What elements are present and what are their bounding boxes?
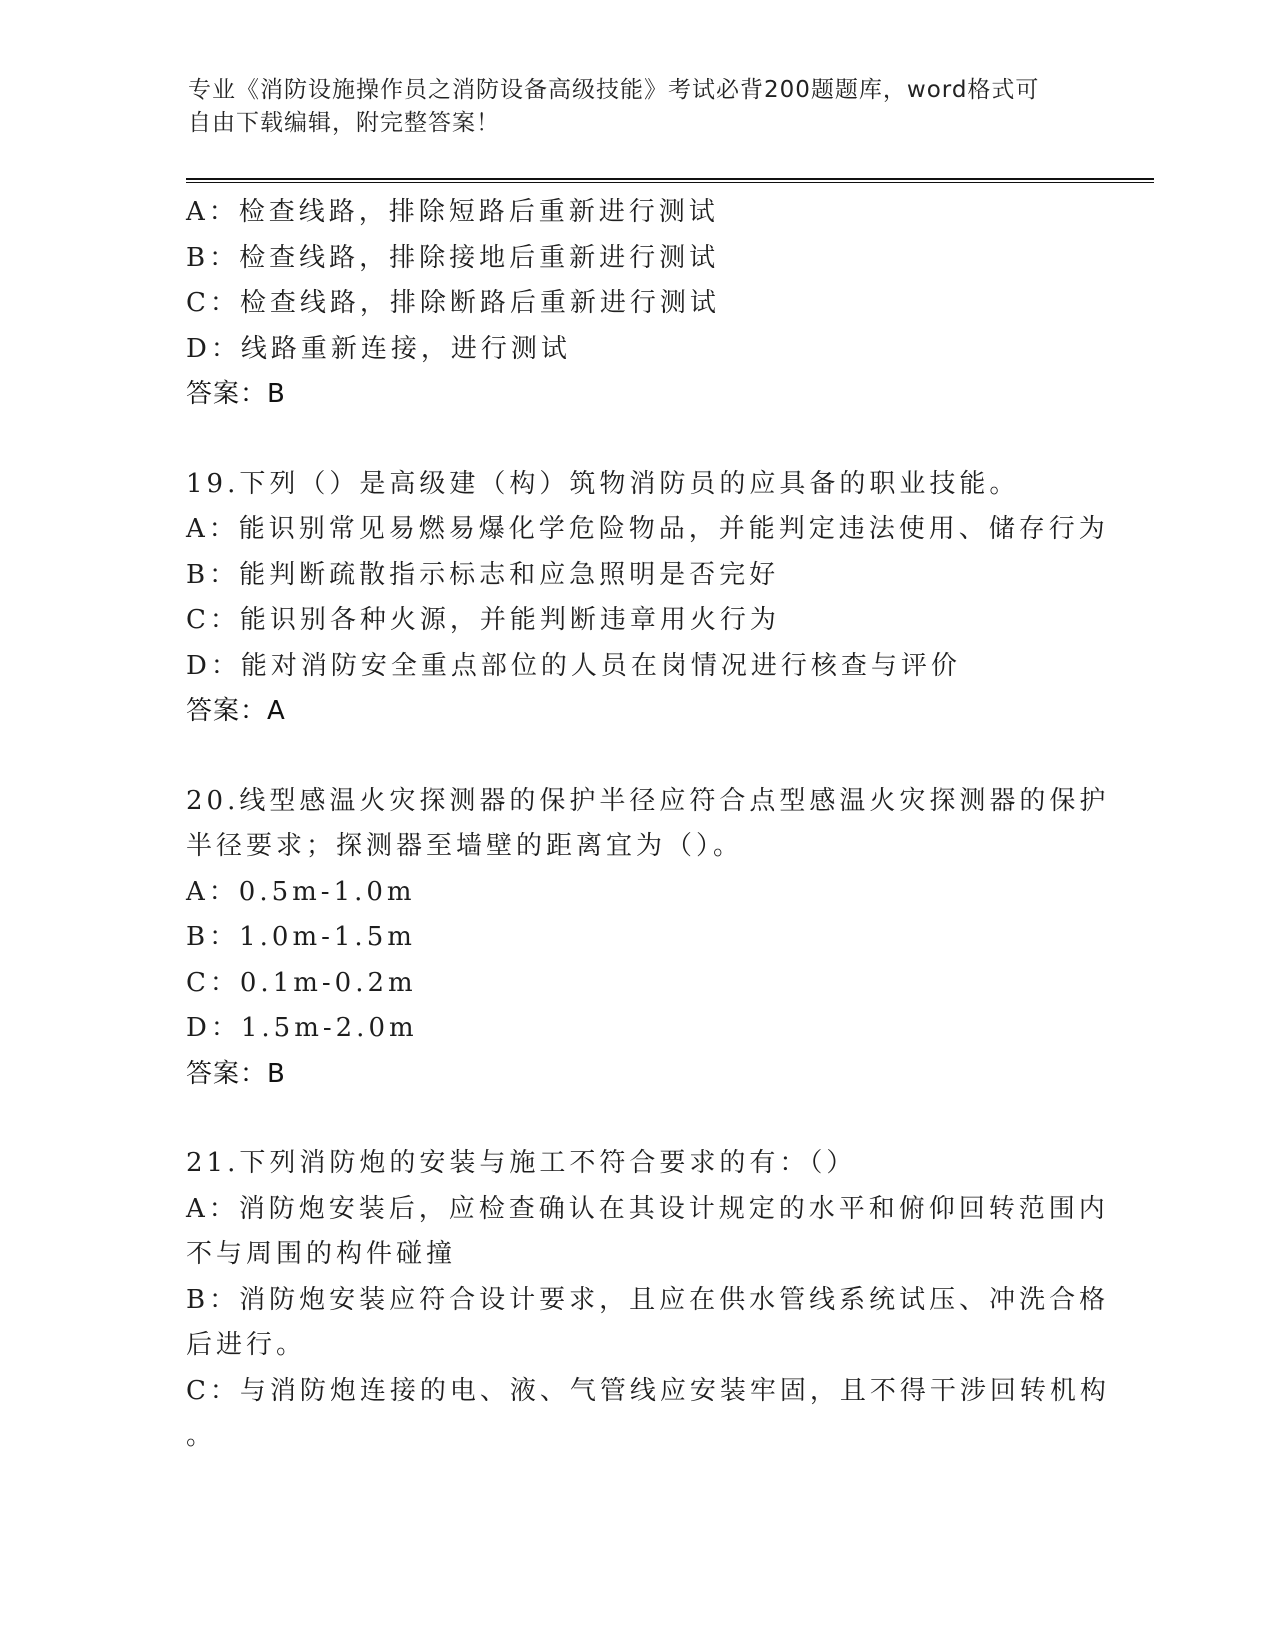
option-d: D：1.5m-2.0m [186,1013,418,1043]
option-b: B：1.0m-1.5m [186,922,416,952]
header-line-2: 自由下载编辑，附完整答案！ [188,110,500,136]
option-b: B：检查线路，排除接地后重新进行测试 [186,242,720,273]
option-b: B：能判断疏散指示标志和应急照明是否完好 [186,559,780,590]
option-c-line-1: C：与消防炮连接的电、液、气管线应安装牢固，且不得干涉回转机构 [186,1375,1110,1406]
option-c: C：能识别各种火源，并能判断违章用火行为 [186,605,780,635]
spacer [186,418,1086,462]
spacer [186,735,1086,779]
option-d: D：线路重新连接，进行测试 [186,333,571,364]
spacer [186,1097,1086,1141]
question-21 [186,1141,1110,1460]
option-a: A：检查线路，排除短路后重新进行测试 [186,197,719,227]
question-text-line-1: 20.线型感温火灾探测器的保护半径应符合点型感温火灾探测器的保护 [186,785,1110,816]
option-b-line-1: B：消防炮安装应符合设计要求，且应在供水管线系统试压、冲洗合格 [186,1284,1110,1315]
option-a-line-2: 不与周围的构件碰撞 [186,1239,457,1269]
answer: 答案：A [186,696,286,726]
header-divider [186,178,1154,183]
question-20 [186,779,1110,1098]
header-line-1: 专业《消防设施操作员之消防设备高级技能》考试必背200题题库，word格式可 [188,77,1040,103]
option-b-line-2: 后进行。 [186,1330,307,1360]
option-c-line-2: 。 [186,1421,217,1451]
question-18 [186,190,1086,418]
option-a-line-1: A：消防炮安装后，应检查确认在其设计规定的水平和俯仰回转范围内 [186,1193,1109,1224]
question-text: 19.下列（）是高级建（构）筑物消防员的应具备的职业技能。 [186,468,1020,499]
answer: 答案：B [186,1058,286,1089]
question-text: 21.下列消防炮的安装与施工不符合要求的有：（） [186,1148,857,1178]
option-a: A：能识别常见易燃易爆化学危险物品，并能判定违法使用、储存行为 [186,514,1109,544]
page-header [188,74,1068,140]
option-d: D：能对消防安全重点部位的人员在岗情况进行核查与评价 [186,650,961,681]
answer: 答案：B [186,379,286,409]
document-body [186,190,1110,1460]
option-c: C：0.1m-0.2m [186,967,417,998]
option-a: A：0.5m-1.0m [186,876,416,907]
question-19 [186,462,1109,735]
question-text-line-2: 半径要求；探测器至墙壁的距离宜为（）。 [186,831,744,861]
option-c: C：检查线路，排除断路后重新进行测试 [186,288,720,318]
